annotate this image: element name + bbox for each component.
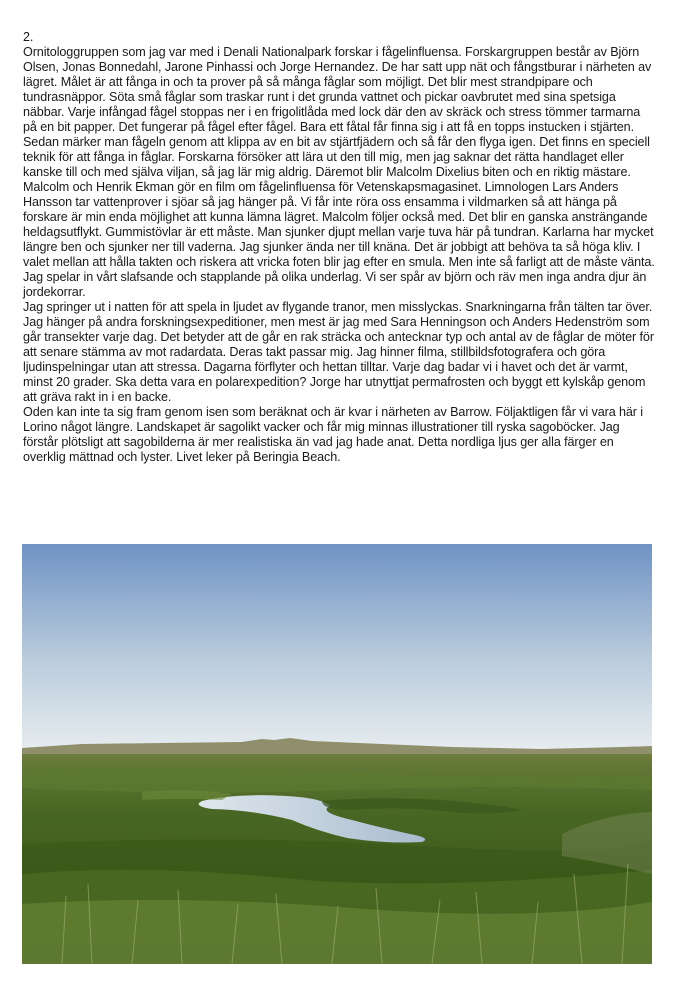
sky: [22, 544, 652, 750]
body-text: [23, 30, 655, 465]
tundra-landscape-photo: [22, 544, 652, 964]
paragraph-1: Ornitologgruppen som jag var med i Denali Nationalpark forskar i fågelinfluensa. Forskargruppen består av Björn Olsen, Jonas Bonnedahl, Jarone Pinhassi och Jorge Hernandez. De har satt upp nät och fångstburar i närheten av lägret. Målet är att fånga in och ta prover på så många fåglar som möjligt. Det blir mest strandpipare och tundrasnäppor. Söta små fåglar som traskar runt i det grunda vattnet och pickar oavbrutet med sina spetsiga näbbar. Varje infångad fågel stoppas ner i en frigolitlåda med lock där den av skräck och stress tömmer tarmarna på en bit papper. Det fungerar på fågel efter fågel. Bara ett fåtal får finna sig i att få en topps instucken i stjärten. Sedan märker man fågeln genom att klippa av en bit av stjärtfjädern och så får den flyga igen. Det finns en speciell teknik för att fånga in fåglar. Forskarna försöker att lära ut den till mig, men jag saknar det rätta handlaget eller kanske till och med själva viljan, så jag lär mig aldrig. Däremot blir Malcolm Dixelius biten och en riktig mästare. Malcolm och Henrik Ekman gör en film om fågelinfluensa för Vetenskapsmagasinet. Limnologen Lars Anders Hansson tar vattenprover i sjöar så jag hänger på. Vi får inte röra oss ensamma i vildmarken så att hänga på forskare är min enda möjlighet att kunna lämna lägret. Malcolm följer också med. Det blir en ganska ansträngande heldagsutflykt. Gummistövlar är ett måste. Man sjunker djupt mellan varje tuva här på tundran. Karlarna har mycket längre ben och sjunker ner till vaderna. Jag sjunker ända ner till knäna. Det är jobbigt att behöva ta så höga kliv. I valet mellan att hålla takten och riskera att vricka foten blir jag efter en smula. Men inte så farligt att de måste vänta. Jag spelar in vårt slafsande och stapplande på olika underlag. Vi ser spår av björn och räv men inga andra djur än jordekorrar.: [23, 45, 655, 299]
landscape-illustration: [22, 544, 652, 964]
page-number: 2.: [23, 30, 34, 44]
paragraph-2: Jag springer ut i natten för att spela in ljudet av flygande tranor, men misslyckas. Snarkningarna från tälten tar över. Jag hänger på andra forskningsexpeditioner, men mest är jag med Sara Henningson och Anders Hedenström som går transekter varje dag. Det betyder att de går en rak sträcka och antecknar typ och antal av de fåglar de möter för att senare stämma av mot radardata. Deras takt passar mig. Jag hinner filma, stillbildsfotografera och göra ljudinspelningar utan att stressa. Dagarna förflyter och hettan tilltar. Varje dag badar vi i havet och det är varmt, minst 20 grader. Ska detta vara en polarexpedition? Jorge har utnyttjat permafrosten och byggt ett kylskåp genom att gräva rakt in i en backe.: [23, 300, 654, 404]
paragraph-3: Oden kan inte ta sig fram genom isen som beräknat och är kvar i närheten av Barrow. Följaktligen får vi vara här i Lorino något längre. Landskapet är sagolikt vacker och får mig minnas illustrationer till ryska sagoböcker. Jag förstår plötsligt att sagobilderna är mer realistiska än vad jag hade anat. Detta nordliga ljus ger alla färger en overklig mättnad och lyster. Livet leker på Beringia Beach.: [23, 405, 643, 464]
